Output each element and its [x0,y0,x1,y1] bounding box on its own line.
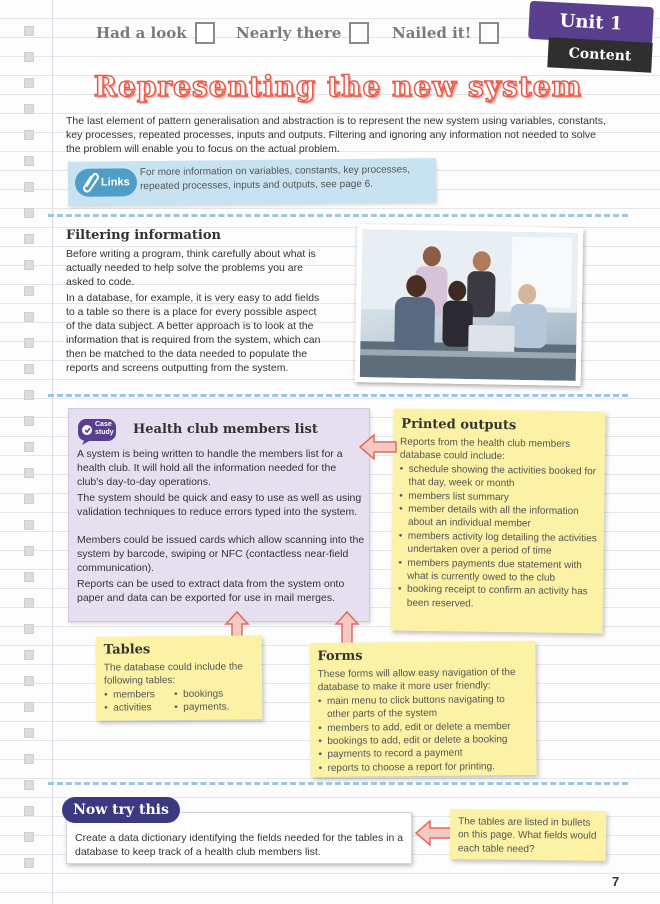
binder-hole [24,78,34,88]
badge-line-2: study [95,429,114,436]
binder-hole [24,754,34,764]
binder-hole [24,338,34,348]
now-try-text: Create a data dictionary identifying the fields needed for the tables in a database to keep track of a health club members list. [75,832,404,858]
case-paragraph-4: Reports can be used to extract data from the system onto paper and data can be exported for use in mail merges. [77,578,345,604]
dashed-divider [48,782,628,785]
list-item: • members list summary [399,489,598,505]
binder-hole [24,676,34,686]
dashed-divider [48,214,628,217]
binder-hole [24,494,34,504]
list-item: • bookings [174,687,254,701]
binder-hole [24,468,34,478]
list-item: • main menu to click buttons navigating to other parts of the system [318,693,530,722]
links-box[interactable] [68,158,436,206]
binder-hole [24,52,34,62]
content-tab: Content [547,37,652,72]
binder-hole [24,650,34,660]
list-item: • members [104,688,174,702]
case-study-badge [77,418,117,444]
links-pill[interactable] [75,168,137,197]
case-study-heading: Health club members list [133,422,318,437]
paperclip-icon [82,170,100,205]
checkbox[interactable] [349,22,369,44]
forms-intro: These forms will allow easy navigation of the database to make it more user friendly: [317,667,516,694]
list-item: • payments. [174,701,254,715]
binder-hole [24,806,34,816]
list-item: • bookings to add, edit or delete a booking [318,733,530,749]
check-label: Nearly there [236,24,342,42]
binder-hole [24,208,34,218]
list-item: • members activity log detailing the activities undertaken over a period of time [398,529,597,559]
binder-hole [24,520,34,530]
forms-list [318,693,531,776]
binder-hole [24,130,34,140]
case-paragraph-3: Members could be issued cards which allow scanning into the system by barcode, swiping or NFC (contactless near-field communication). [77,534,365,574]
check-had-a-look[interactable] [96,22,215,44]
list-item: • members payments due statement with what is currently owed to the club [398,556,597,586]
checkbox[interactable] [479,22,499,44]
list-item: • members to add, edit or delete a member [318,720,530,736]
binder-hole [24,598,34,608]
binder-hole [24,234,34,244]
tables-list-col1 [104,688,174,715]
binder-hole [24,572,34,582]
binder-hole [24,312,34,322]
arrow-up-icon [334,610,360,646]
badge-line-1: Case [95,421,112,428]
notebook-margin-line [52,0,53,904]
binder-hole [24,390,34,400]
binder-hole [24,728,34,738]
binder-hole [24,104,34,114]
binder-hole [24,546,34,556]
list-item: • payments to record a payment [318,746,530,762]
office-team-photo [355,224,584,386]
printed-outputs-note [390,409,605,634]
arrow-left-icon [414,818,454,848]
forms-note [309,641,536,777]
case-paragraph-2: The system should be quick and easy to use as well as using validation techniques to reduce errors typed into the system. [77,492,362,518]
case-study-box [68,408,370,622]
binder-hole [24,702,34,712]
binder-hole [24,26,34,36]
binder-hole [24,286,34,296]
case-paragraph-1: A system is being written to handle the members list for a health club. It will hold all the information needed for the club's day-to-day operations. [77,448,343,488]
tables-note [96,635,263,720]
hint-note [450,809,607,861]
tables-columns [104,687,262,715]
printed-outputs-intro: Reports from the health club members database could include: [399,436,571,463]
filtering-paragraph-2: In a database, for example, it is very easy to add fields to a table so there is a place for every possible aspect of the data subject. A better approach is to look at the information that is required from the system, which can then be matched to the data needed to populate the reports and screens outputting from the system. [66,292,321,374]
binder-hole [24,156,34,166]
check-nailed-it[interactable] [392,22,499,44]
list-item: • activities [104,701,174,715]
filtering-paragraph-1: Before writing a program, think carefully about what is actually needed to help solve the problems you are asked to code. [66,248,316,288]
tables-list-col2 [174,687,254,715]
check-label: Nailed it! [392,24,472,42]
tables-intro: The database could include the following tables: [103,661,243,688]
printed-outputs-heading: Printed outputs [401,416,517,434]
intro-paragraph: The last element of pattern generalisation and abstraction is to represent the new system using variables, constants, key processes, repeated processes, inputs and outputs. Filtering and ignoring any information not needed to solve the problem will enable you to focus on the actual problem. [66,115,606,155]
binder-hole [24,832,34,842]
arrow-left-icon [358,432,398,462]
binder-hole [24,364,34,374]
binder-hole [24,858,34,868]
binder-hole [24,416,34,426]
list-item: • booking receipt to confirm an activity has been reserved. [398,583,597,613]
checkbox[interactable] [195,22,215,44]
links-text: For more information on variables, constants, key processes, repeated processes, inputs and outputs, see page 6. [139,164,411,193]
check-nearly-there[interactable] [236,22,369,44]
tables-heading: Tables [103,642,151,658]
binder-hole [24,260,34,270]
list-item: • reports to choose a report for printing. [319,760,531,776]
page-title: Representing the new system [93,70,583,103]
links-label: Links [100,176,130,189]
page-number: 7 [612,874,620,889]
printed-outputs-list [398,462,599,612]
binder-hole [24,624,34,634]
hint-text: The tables are listed in bullets on this page. What fields would each table need? [457,816,597,855]
list-item: • member details with all the information about an individual member [399,503,598,533]
filtering-heading: Filtering information [66,228,221,243]
list-item: • schedule showing the activities booked for that day, week or month [399,462,598,492]
binder-hole [24,182,34,192]
binder-hole [24,780,34,790]
forms-heading: Forms [317,648,363,665]
binder-hole [24,442,34,452]
dashed-divider [48,394,628,397]
now-try-label: Now try this [62,797,180,823]
check-label: Had a look [96,24,187,42]
unit-tab: Unit 1 [528,1,654,45]
